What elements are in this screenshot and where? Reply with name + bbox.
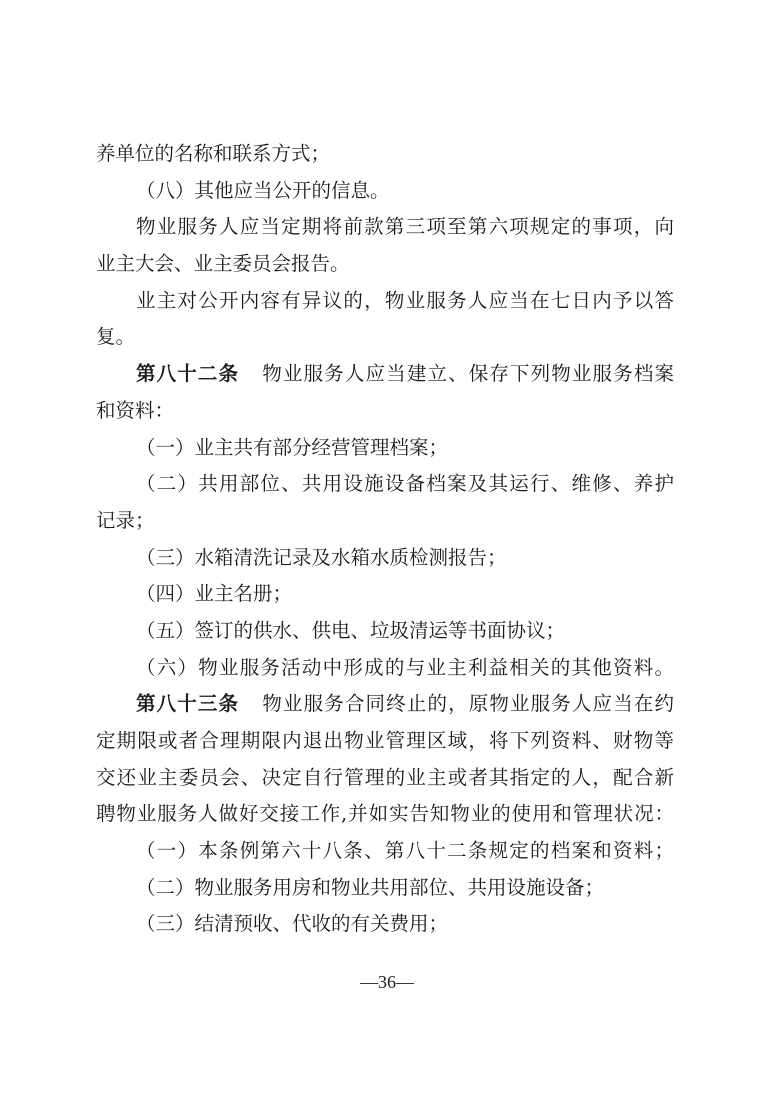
- article-82-line: [96, 356, 674, 393]
- list-item: （三）水箱清洗记录及水箱水质检测报告；: [136, 545, 507, 569]
- paragraph-line: 业主大会、业主委员会报告。: [96, 252, 350, 276]
- list-item: （四）业主名册；: [136, 582, 293, 606]
- paragraph-line: 定期限或者合理期限内退出物业管理区域，将下列资料、财物等: [96, 729, 674, 752]
- paragraph-line: 业主对公开内容有异议的，物业服务人应当在七日内予以答: [136, 288, 674, 312]
- paragraph-line: 交还业主委员会、决定自行管理的业主或者其指定的人，配合新: [96, 765, 674, 789]
- paragraph-line: 物业服务人应当定期将前款第三项至第六项规定的事项，向: [136, 215, 674, 239]
- paragraph-line: 复。: [96, 325, 136, 349]
- article-82-heading: 第八十二条: [136, 362, 240, 386]
- article-82-text: 物业服务人应当建立、保存下列物业服务档案: [261, 362, 674, 386]
- list-item: （二）物业服务用房和物业共用部位、共用设施设备；: [136, 875, 605, 899]
- paragraph-line: 养单位的名称和联系方式；: [96, 142, 331, 165]
- list-item: （一）本条例第六十八条、第八十二条规定的档案和资料；: [136, 839, 674, 863]
- paragraph-line: 聘物业服务人做好交接工作,并如实告知物业的使用和管理状况：: [96, 802, 674, 826]
- paragraph-line: 记录；: [96, 508, 155, 532]
- list-item: （三）结清预收、代收的有关费用；: [136, 912, 449, 936]
- page-number: —36—: [360, 972, 414, 992]
- list-item: （六）物业服务活动中形成的与业主利益相关的其他资料。: [136, 655, 674, 679]
- paragraph-line: 和资料：: [96, 398, 175, 422]
- article-83-text: 物业服务合同终止的，原物业服务人应当在约: [261, 692, 674, 716]
- article-83-line: [96, 686, 674, 723]
- list-item: （二）共用部位、共用设施设备档案及其运行、维修、养护: [136, 472, 674, 496]
- article-83-heading: 第八十三条: [136, 692, 240, 716]
- document-body: [96, 136, 674, 943]
- list-item: （五）签订的供水、供电、垃圾清运等书面协议；: [136, 618, 566, 642]
- list-item-eight: （八）其他应当公开的信息。: [136, 178, 390, 202]
- list-item: （一）业主共有部分经营管理档案；: [136, 435, 449, 459]
